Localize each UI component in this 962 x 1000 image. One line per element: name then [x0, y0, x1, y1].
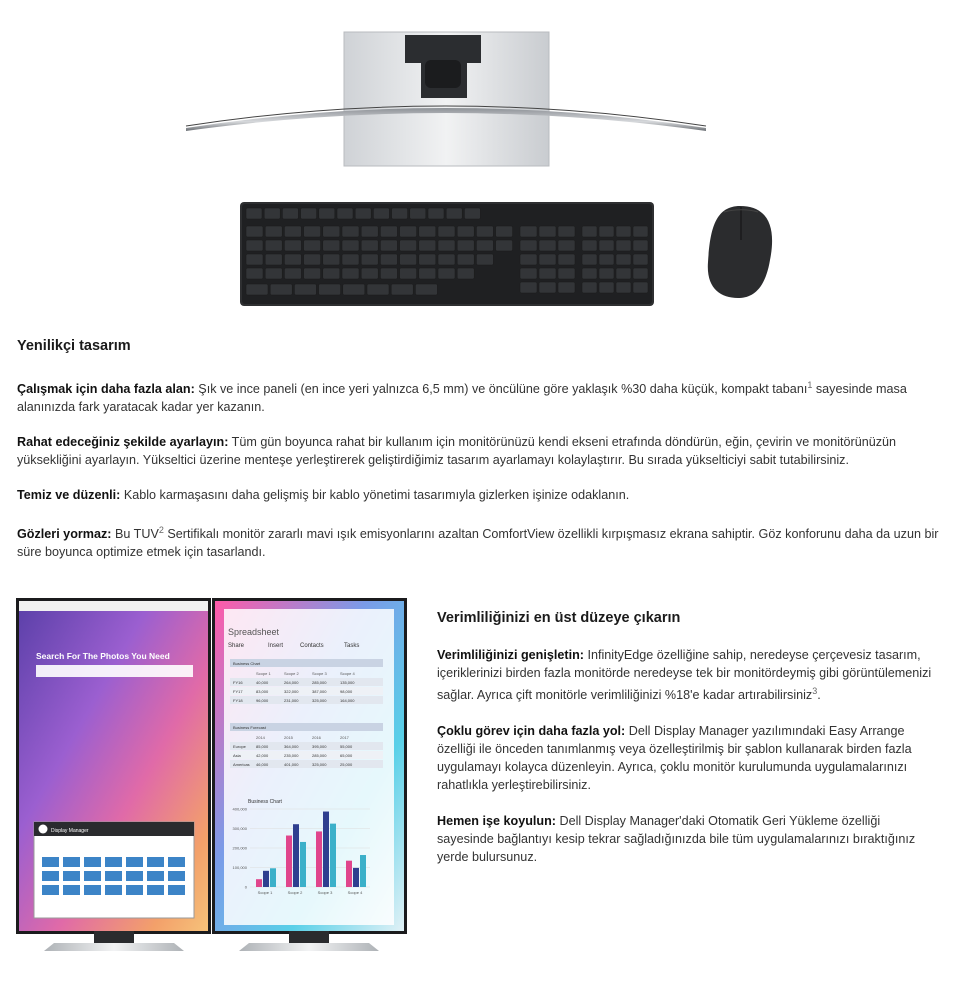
feature-title: Gözleri yormaz: — [17, 527, 112, 542]
display-manager-window — [34, 822, 194, 918]
feature-text: Dell Display Manager'daki Otomatik Geri Yükleme özelliği sayesinde bağlantıyı kesip tekrar sağladığınızda bile tüm uygulamalarınızı bıraktığınız yerde bulursunuz. — [437, 814, 916, 865]
chart-bar — [293, 824, 299, 887]
feature-paragraph — [17, 433, 942, 469]
table-cell: 285,000 — [312, 680, 327, 685]
menu-item-tasks[interactable]: Tasks — [344, 643, 360, 649]
y-tick-label: 100,000 — [232, 865, 247, 870]
x-tick-label: Scope 4 — [347, 890, 363, 895]
feature-paragraph — [437, 646, 937, 704]
table-cell: Americas — [233, 762, 250, 767]
table-header: Scope 2 — [284, 671, 299, 676]
table-header: 2014 — [256, 735, 265, 740]
feature-title: Rahat edeceğiniz şekilde ayarlayın: — [17, 435, 229, 450]
mouse — [708, 206, 772, 298]
menu-item-contacts[interactable]: Contacts — [300, 643, 324, 649]
feature-text-tail: . — [817, 688, 821, 703]
table-title: Business Forecast — [233, 725, 266, 730]
table-cell: 164,000 — [340, 698, 355, 703]
feature-title: Çalışmak için daha fazla alan: — [17, 382, 195, 397]
table-cell: 55,000 — [340, 744, 353, 749]
table-cell: FY17 — [233, 689, 243, 694]
monitor-top-view — [186, 32, 706, 166]
table-header: Scope 1 — [256, 671, 271, 676]
footnote-ref[interactable]: 2 — [158, 525, 164, 536]
table-cell: 96,000 — [256, 698, 269, 703]
y-tick-label: 400,000 — [232, 806, 247, 812]
table-cell: 83,000 — [256, 689, 269, 694]
table-header: 2015 — [284, 735, 293, 740]
productivity-section — [437, 610, 937, 884]
right-monitor — [212, 598, 407, 951]
table-cell: 264,000 — [284, 680, 299, 685]
feature-text: Kablo karmaşasını daha gelişmiş bir kablo yönetimi tasarımıyla gizlerken işinize odaklanın. — [120, 488, 630, 503]
table-title: Business Chart — [233, 661, 261, 666]
chart-bar — [330, 824, 336, 887]
keyboard — [240, 202, 654, 306]
table-cell: 285,000 — [312, 753, 327, 758]
feature-title: Verimliliğinizi genişletin: — [437, 648, 584, 662]
spreadsheet-title: Spreadsheet — [228, 627, 280, 637]
table-cell: 231,000 — [284, 698, 299, 703]
table-header: 2016 — [312, 735, 321, 740]
table-cell: 25,000 — [340, 762, 353, 767]
table-cell: 65,000 — [340, 753, 353, 758]
chart-bar — [346, 861, 352, 887]
chart-bar — [360, 855, 366, 887]
y-tick-label: 300,000 — [232, 826, 247, 831]
footnote-ref[interactable]: 1 — [807, 380, 813, 390]
y-tick-label: 200,000 — [232, 845, 247, 851]
chart-bar — [323, 812, 329, 887]
display-manager-title: Display Manager — [51, 828, 89, 834]
y-tick-label: 0 — [244, 884, 247, 890]
photo-search-title: Search For The Photos You Need — [36, 651, 170, 661]
feature-text: Dell Display Manager yazılımındaki Easy Arrange özelliği ile önceden tanımlanmış veya özelleştirilmiş bir şablon kullanarak birden fazla uygulamayı kolayca düzenleyin. Ayrıca, çoklu monitör kurulumunda uygulamalarınızı rahatlıkla yerleştirebilirsiniz. — [437, 724, 912, 793]
feature-text: Şık ve ince paneli (en ince yeri yalnızca 6,5 mm) ve öncülüne göre yaklaşık %30 daha küçük, kompakt tabanı — [194, 382, 808, 397]
feature-title: Temiz ve düzenli: — [17, 488, 121, 503]
table-cell: Europe — [233, 744, 246, 749]
table-cell: 401,000 — [284, 762, 299, 767]
menu-item-insert[interactable]: Insert — [268, 643, 284, 649]
feature-paragraph — [437, 722, 937, 794]
table-cell: 98,000 — [340, 689, 353, 694]
chart-bar — [263, 871, 269, 887]
dual-monitor-image — [14, 595, 409, 975]
footnote-ref[interactable]: 3 — [812, 686, 818, 696]
chart-bar — [256, 879, 262, 887]
feature-paragraph — [437, 812, 937, 866]
x-tick-label: Scope 2 — [287, 890, 303, 895]
menu-item-share[interactable]: Share — [228, 643, 245, 649]
chart-bar — [286, 836, 292, 887]
chart-bar — [353, 868, 359, 887]
table-cell: 40,000 — [256, 680, 269, 685]
table-cell: 322,000 — [284, 689, 299, 694]
feature-title: Çoklu görev için daha fazla yol: — [437, 724, 626, 739]
feature-text: Tüm gün boyunca rahat bir kullanım için monitörünüzü kendi ekseni etrafında döndürün, eğin, çevirin ve monitörünüzün yüksekliğini ayarlayın. Yükseltici üzerine menteşe yerleştirerek geliştirdiğimiz tasarım ayarlamayı kolaylaştırır. Bu sırada yükselticiyi sabit tutabilirsiniz. — [17, 435, 897, 468]
table-header: 2017 — [340, 735, 349, 740]
table-cell: 364,000 — [284, 744, 299, 749]
table-cell: FY16 — [233, 680, 243, 685]
feature-text: Bu TUV — [111, 527, 159, 542]
x-tick-label: Scope 1 — [257, 890, 273, 895]
table-cell: 235,000 — [284, 753, 299, 758]
photo-search-input[interactable] — [36, 665, 193, 677]
table-cell: FY18 — [233, 698, 243, 703]
hero-product-image — [0, 0, 962, 320]
table-cell: 46,000 — [256, 762, 269, 767]
table-cell: 85,000 — [256, 744, 269, 749]
table-header: Scope 4 — [340, 671, 355, 676]
feature-title: Hemen işe koyulun: — [437, 814, 556, 829]
table-cell: 135,000 — [340, 680, 355, 685]
table-cell: 387,000 — [312, 689, 327, 694]
chart-bar — [270, 868, 276, 887]
feature-text-tail: Sertifikalı monitör zararlı mavi ışık emisyonlarını azaltan ComfortView özellikli kırpışmasız ekrana sahiptir. Göz konforunu daha da uzun bir süre boyunca optimize etmek için tasarlandı. — [17, 527, 939, 560]
feature-paragraph — [17, 376, 942, 416]
left-monitor — [16, 598, 211, 951]
innovative-design-section — [17, 338, 942, 578]
feature-text: InfinityEdge özelliğine sahip, neredeyse çerçevesiz tasarım, içeriklerinizi birden fazla monitörde neredeyse tek bir monitördeymiş gibi görüntülemenizi sağlar. Ayrıca çift monitörle verimliliğinizi %18'e kadar artırabilirsiniz — [437, 648, 932, 703]
table-cell: Asia — [233, 753, 241, 758]
feature-text-tail: sayesinde masa alanınızda fark yaratacak kadar yer kazanın. — [17, 382, 907, 415]
chart-bar — [316, 831, 322, 887]
feature-paragraph — [17, 486, 942, 504]
feature-paragraph — [17, 521, 942, 561]
section-heading: Verimliliğinizi en üst düzeye çıkarın — [437, 610, 681, 626]
table-header: Scope 3 — [312, 671, 327, 676]
table-cell: 395,000 — [312, 744, 327, 749]
table-cell: 325,000 — [312, 762, 327, 767]
x-tick-label: Scope 3 — [317, 890, 333, 895]
table-cell: 325,000 — [312, 698, 327, 703]
chart-title: Business Chart — [248, 799, 282, 805]
section-heading: Yenilikçi tasarım — [17, 338, 131, 354]
table-cell: 42,000 — [256, 753, 269, 758]
chart-bar — [300, 842, 306, 887]
